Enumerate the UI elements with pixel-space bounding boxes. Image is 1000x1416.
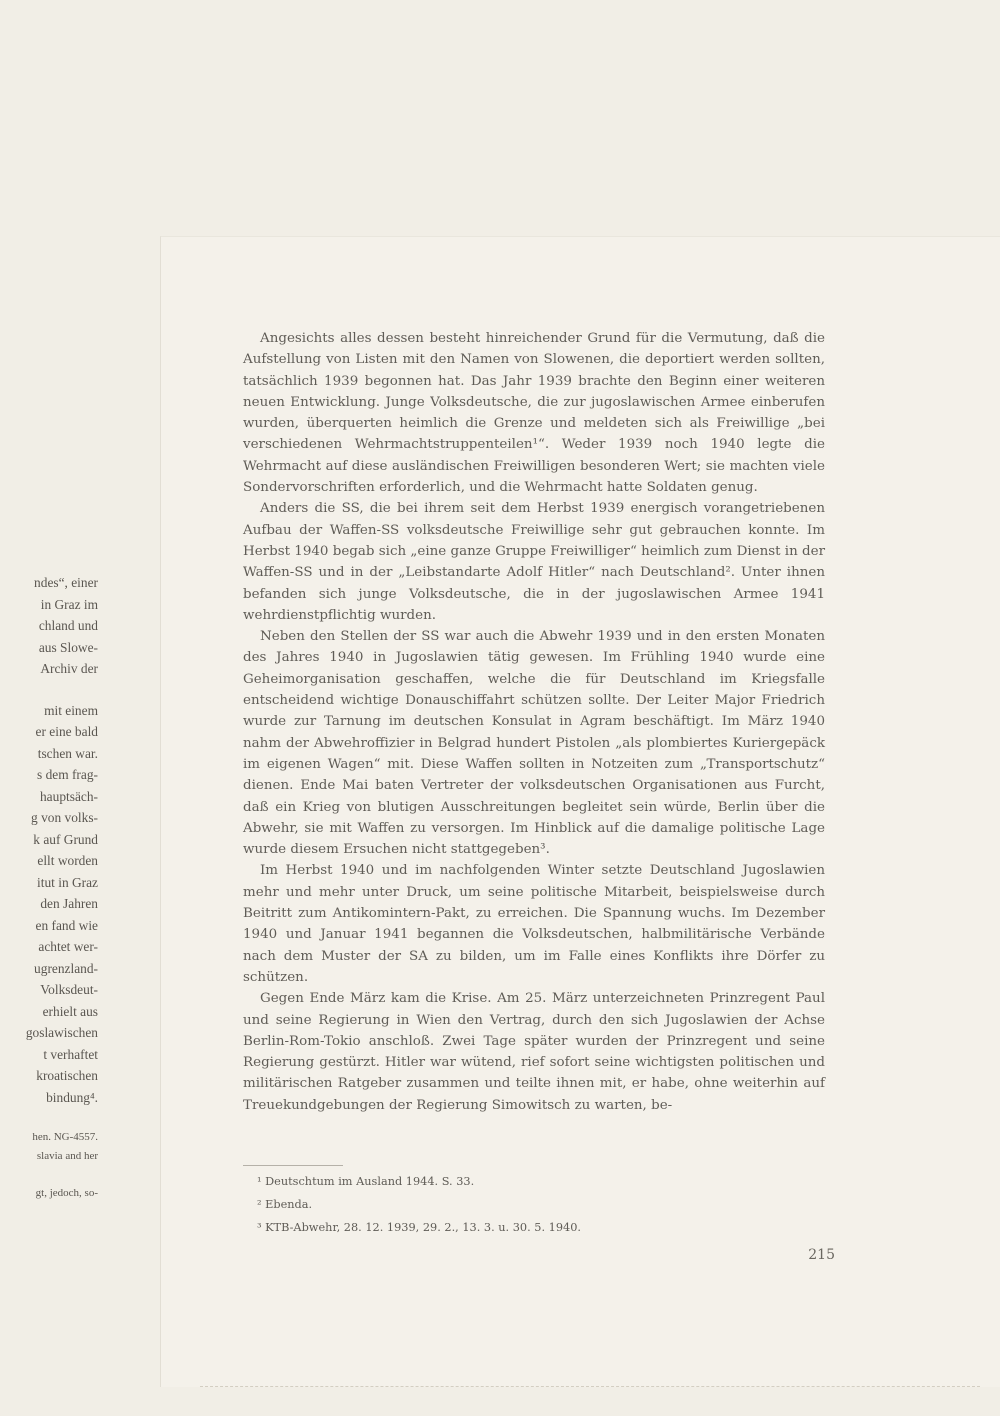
paragraph: Im Herbst 1940 und im nachfolgenden Winter setzte Deutschland Jugoslawien mehr und mehr unter Druck, um seine politische Mitarbeit, beispielsweise durch Beitritt zum Antikomintern-Pakt, zu erreichen. Die Spannung wuchs. Im Dezember 1940 und Januar 1941 begannen die Volksdeutschen, halbmilitärische Verbände nach dem Muster der SA zu bilden, um im Falle eines Konflikts ihre Dörfer zu schützen.	[243, 863, 825, 985]
left-line: ellt worden	[37, 853, 98, 868]
left-page-fragment	[0, 572, 98, 1202]
left-line: den Jahren	[40, 896, 98, 911]
left-line: er eine bald	[35, 724, 98, 739]
left-line: Archiv der	[40, 661, 98, 676]
left-line: t verhaftet	[43, 1046, 98, 1062]
left-line: kroatischen	[36, 1068, 98, 1083]
left-line: tschen war.	[37, 745, 98, 761]
left-line: k auf Grund	[33, 831, 98, 847]
left-line: bindung⁴.	[46, 1089, 98, 1105]
left-footnote-line	[0, 1165, 98, 1184]
footnotes	[257, 1170, 817, 1239]
left-line: mit einem	[44, 702, 98, 718]
left-line: chland und	[38, 618, 98, 633]
left-line: ndes“, einer	[34, 575, 98, 590]
left-line: itut in Graz	[37, 874, 98, 890]
left-line: s dem frag-	[37, 767, 98, 782]
left-line: achtet wer-	[38, 939, 98, 954]
left-gap	[0, 680, 98, 700]
body-text	[243, 328, 825, 1116]
left-line: hauptsäch-	[39, 788, 98, 804]
footnote: ² Ebenda.	[257, 1198, 313, 1211]
footnote: ¹ Deutschtum im Ausland 1944. S. 33.	[257, 1175, 475, 1188]
left-gap	[0, 1108, 98, 1128]
left-line: aus Slowe-	[38, 639, 98, 655]
paragraph: Anders die SS, die bei ihrem seit dem Herbst 1939 energisch vorangetriebenen Aufbau der Waffen-SS volksdeutsche Freiwillige sehr gut gebrauchen konnte. Im Herbst 1940 begab sich „eine ganze Gruppe Freiwilliger“ heimlich zum Dienst in der Waffen-SS und in der „Leibstandarte Adolf Hitler“ nach Deutschland². Unter ihnen befanden sich junge Volksdeutsche, die in der jugoslawischen Armee 1941 wehrdienstpflichtig wurden.	[243, 501, 826, 623]
left-footnote-line: slavia and her	[36, 1149, 98, 1162]
left-footnote-line: gt, jedoch, so-	[35, 1186, 98, 1199]
left-line: Volksdeut-	[40, 982, 98, 997]
page-edge-rule	[200, 1386, 980, 1387]
left-line: en fand wie	[35, 917, 98, 933]
page-number: 215	[808, 1247, 835, 1263]
left-line: erhielt aus	[42, 1003, 98, 1019]
paragraph: Neben den Stellen der SS war auch die Abwehr 1939 und in den ersten Monaten des Jahres 1940 in Jugoslawien tätig gewesen. Im Frühling 1940 wurde eine Geheimorganisation geschaffen, welche die für Deutschland im Kriegsfalle entscheidend wichtige Donauschiffahrt schützen sollte. Der Leiter Major Friedrich wurde zur Tarnung im deutschen Konsulat in Agram beschäftigt. Im März 1940 nahm der Abwehroffizier in Belgrad hundert Pistolen „als plombiertes Kuriergepäck im eigenen Wagen“ mit. Diese Waffen sollten in Notzeiten zum „Transportschutz“ dienen. Ende Mai baten Vertreter der volksdeutschen Organisationen aus Furcht, daß ein Krieg von blutigen Ausschreitungen begleitet sein würde, Berlin über die Abwehr, sie mit Waffen zu versorgen. Im Hinblick auf die damalige politische Lage wurde diesem Ersuchen nicht stattgegeben³.	[243, 629, 825, 858]
left-footnote-line: hen. NG-4557.	[32, 1131, 98, 1143]
footnote-divider	[243, 1165, 343, 1166]
paragraph: Gegen Ende März kam die Krise. Am 25. März unterzeichneten Prinzregent Paul und seine Regierung in Wien den Vertrag, durch den sich Jugoslawien der Achse Berlin-Rom-Tokio anschloß. Zwei Tage später wurden der Prinzregent und seine Regierung gestürzt. Hitler war wütend, rief sofort seine wichtigsten politischen und militärischen Ratgeber zusammen und teilte ihnen mit, er habe, ohne weiterhin auf Treuekundgebungen der Regierung Simowitsch zu warten, be-	[243, 991, 825, 1113]
left-line: in Graz im	[40, 596, 98, 612]
left-line: goslawischen	[25, 1025, 98, 1040]
footnote: ³ KTB-Abwehr, 28. 12. 1939, 29. 2., 13. 3. u. 30. 5. 1940.	[257, 1221, 581, 1234]
left-line: g von volks-	[31, 810, 98, 825]
left-line: ugrenzland-	[34, 960, 98, 976]
paragraph: Angesichts alles dessen besteht hinreichender Grund für die Vermutung, daß die Aufstellung von Listen mit den Namen von Slowenen, die deportiert werden sollten, tatsächlich 1939 begonnen hat. Das Jahr 1939 brachte den Beginn einer weiteren neuen Entwicklung. Junge Volksdeutsche, die zur jugoslawischen Armee einberufen wurden, überquerten heimlich die Grenze und meldeten sich als Freiwillige „bei verschiedenen Wehrmachtstruppenteilen¹“. Weder 1939 noch 1940 legte die Wehrmacht auf diese ausländischen Freiwilligen besonderen Wert; sie machten viele Sondervorschriften erforderlich, und die Wehrmacht hatte Soldaten genug.	[243, 331, 825, 496]
